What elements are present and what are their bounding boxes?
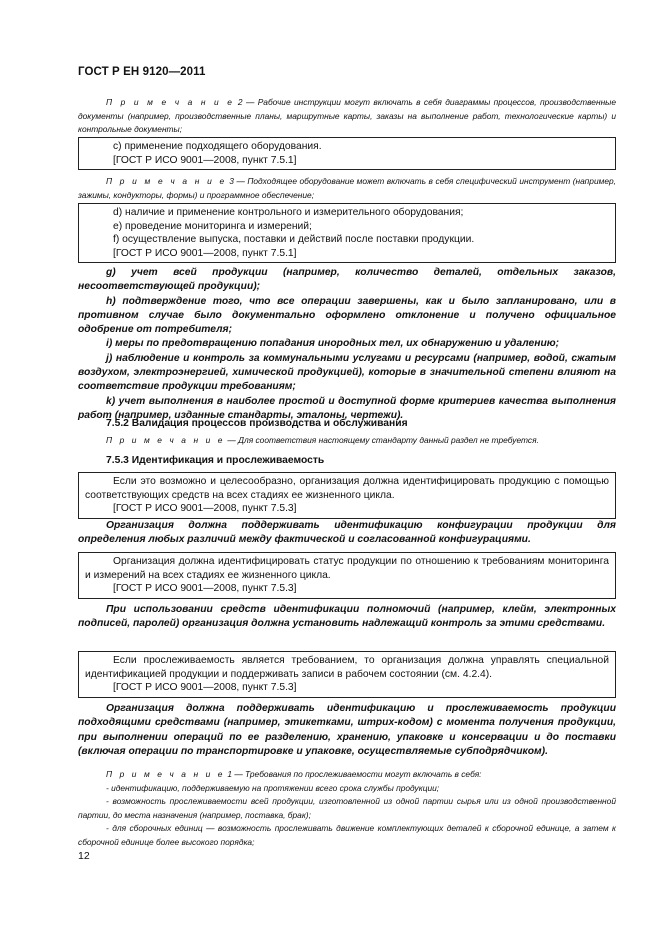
list-item-i: i) меры по предотвращению попадания инородных тел, их обнаружению и удалению; xyxy=(106,338,560,350)
quote-box-5 xyxy=(78,651,616,698)
note-final xyxy=(78,768,616,849)
note-label: П р и м е ч а н и е xyxy=(106,769,226,779)
section-heading: 7.5.2 Валидация процессов производства и обслуживания xyxy=(106,418,408,429)
note-bullet: - идентификацию, поддерживаемую на протяжении всего срока службы продукции; xyxy=(106,782,440,793)
configuration-paragraph xyxy=(78,519,616,548)
note-text: 3 — Подходящее оборудование может включать в себя специфический инструмент (например, зажимы, кондукторы, формы) и программное обеспечение; xyxy=(78,176,616,200)
list-item-j: j) наблюдение и контроль за коммунальными услугами и ресурсами (например, водой, сжатым воздухом, электроэнергией, химической продукцией), которые в значительной степени влияют на соответствие продукции требованиям; xyxy=(78,352,616,393)
note-bullet: - для сборочных единиц — возможность прослеживать движение комплектующих деталей к сборочной единице, а затем к сборочной единице более высокого порядка; xyxy=(78,823,616,847)
requirements-list xyxy=(78,266,616,423)
box-line: e) проведение мониторинга и измерений; xyxy=(113,220,312,232)
note-text: 1 — Требования по прослеживаемости могут включать в себя: xyxy=(225,769,482,779)
section-7-5-2 xyxy=(78,417,616,448)
authority-paragraph xyxy=(78,603,616,632)
note-text: — Для соответствия настоящему стандарту данный раздел не требуется. xyxy=(225,435,539,445)
paragraph-text: При использовании средств идентификации полномочий (например, клейм, электронных подписей, паролей) организация должна установить надлежащий контроль за этими средствами. xyxy=(78,604,616,630)
paragraph-text: Организация должна поддерживать идентификацию конфигурации продукции для определения любых различий между фактической и согласованной конфигурациями. xyxy=(78,520,616,546)
traceability-paragraph xyxy=(78,702,616,759)
box-line: f) осуществление выпуска, поставки и действий после поставки продукции. xyxy=(113,234,475,246)
list-item-g: g) учет всей продукции (например, количество деталей, отдельных заказов, несоответствующей продукции); xyxy=(78,267,616,293)
section-heading: 7.5.3 Идентификация и прослеживаемость xyxy=(106,455,325,466)
note-label: П р и м е ч а н и е xyxy=(106,176,227,186)
box-reference: [ГОСТ Р ИСО 9001—2008, пункт 7.5.1] xyxy=(113,154,297,166)
note-bullet: - возможность прослеживаемости всей продукции, изготовленной из одной партии сырья или из одной производственной партии, до места назначения (например, поставка, брак); xyxy=(78,796,616,820)
box-line: d) наличие и применение контрольного и измерительного оборудования; xyxy=(113,207,464,218)
note-label: П р и м е ч а н и е xyxy=(106,97,235,107)
quote-box-3 xyxy=(78,472,616,519)
box-reference: [ГОСТ Р ИСО 9001—2008, пункт 7.5.3] xyxy=(113,682,297,694)
box-text: Организация должна идентифицировать статус продукции по отношению к требованиям мониторинга и измерений на всех стадиях ее жизненного цикла. xyxy=(85,556,609,581)
document-header: ГОСТ Р ЕН 9120—2011 xyxy=(78,66,206,78)
page-number: 12 xyxy=(78,850,90,862)
box-text: Если это возможно и целесообразно, организация должна идентифицировать продукцию с помощью соответствующих средств на всех стадиях ее жизненного цикла. xyxy=(85,476,609,501)
box-line: c) применение подходящего оборудования. xyxy=(113,141,322,152)
note-2 xyxy=(78,96,616,137)
box-reference: [ГОСТ Р ИСО 9001—2008, пункт 7.5.3] xyxy=(113,583,297,595)
box-reference: [ГОСТ Р ИСО 9001—2008, пункт 7.5.3] xyxy=(113,503,297,515)
quote-box-1 xyxy=(78,137,616,170)
list-item-h: h) подтверждение того, что все операции завершены, как и было запланировано, или в противном случае было документально оформлено отклонение и получено официальное одобрение от потребителя; xyxy=(78,295,616,336)
note-3 xyxy=(78,175,616,202)
quote-box-2 xyxy=(78,203,616,263)
box-text: Если прослеживаемость является требованием, то организация должна управлять специальной идентификацией продукции и поддерживать записи в рабочем состоянии (см. 4.2.4). xyxy=(85,655,609,680)
quote-box-4 xyxy=(78,552,616,599)
note-label: П р и м е ч а н и е xyxy=(106,435,226,445)
section-7-5-3 xyxy=(78,454,616,468)
list-item-k: k) учет выполнения в наиболее простой и доступной форме критериев качества выполнения работ (например, изданные стандарты, эталоны, чертежи). xyxy=(78,395,616,421)
box-reference: [ГОСТ Р ИСО 9001—2008, пункт 7.5.1] xyxy=(113,247,297,259)
paragraph-text: Организация должна поддерживать идентификацию и прослеживаемость продукции подходящими средствами (например, этикетками, штрих-кодом) с момента получения продукции, при выполнении операций по ее разделению, хранению, упаковке и консервации и до поставки (включая операции по транспортировке и упаковке, осуществляемые субподрядчиком). xyxy=(78,703,616,757)
note-text: 2 — Рабочие инструкции могут включать в себя диаграммы процессов, производственные документы (например, производственные планы, маршрутные карты, заказы на выполнение работ, технологические карты) и контрольные документы; xyxy=(78,97,617,134)
